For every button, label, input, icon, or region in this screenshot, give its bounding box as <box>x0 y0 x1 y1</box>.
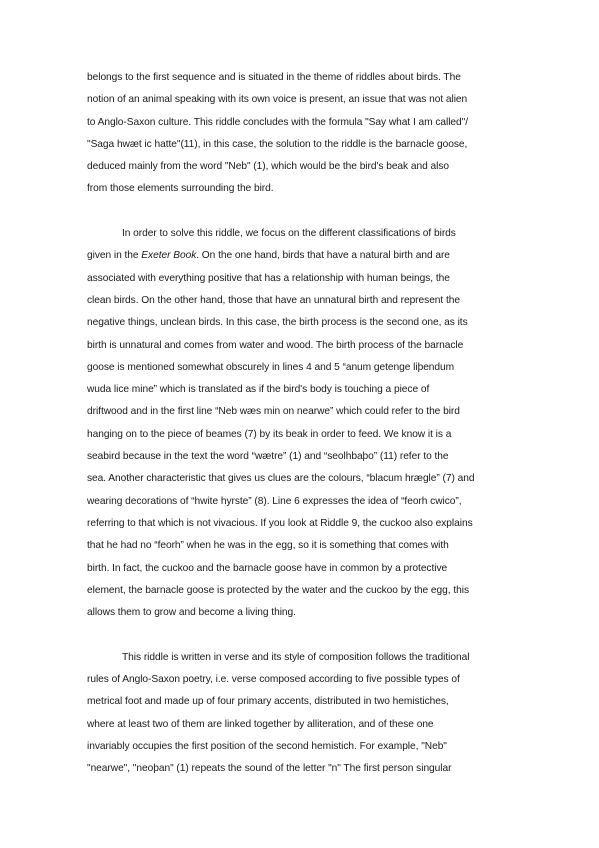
text-line: In order to solve this riddle, we focus on the different classifications of birds <box>122 228 456 240</box>
text-line: hanging on to the piece of beames (7) by its beak in order to feed. We know it is a <box>87 428 452 440</box>
text-line: that he had no “feorh” when he was in the egg, so it is something that comes with <box>87 540 449 552</box>
document-body <box>87 67 515 781</box>
text-line: wuda lice mine” which is translated as if the bird's body is touching a piece of <box>87 384 430 396</box>
text-line: invariably occupies the first position of the second hemistich. For example, "Neb" <box>87 740 447 752</box>
text-line: clean birds. On the other hand, those that have an unnatural birth and represent the <box>87 294 460 306</box>
text-line: seabird because in the text the word “wætre” (1) and “seolhbaþo” (11) refer to the <box>87 451 449 463</box>
text-line: given in the Exeter Book. On the one hand, birds that have a natural birth and are <box>87 250 450 262</box>
text-line: allows them to grow and become a living thing. <box>87 607 296 619</box>
italic-title: Exeter Book <box>141 250 197 262</box>
text-line: associated with everything positive that has a relationship with human beings, the <box>87 272 450 284</box>
text-line: element, the barnacle goose is protected by the water and the cuckoo by the egg, this <box>87 584 469 596</box>
paragraph <box>87 67 515 201</box>
text-line: deduced mainly from the word "Neb" (1), which would be the bird's beak and also <box>87 161 449 173</box>
text-line: metrical foot and made up of four primary accents, distributed in two hemistiches, <box>87 696 449 708</box>
text-line: driftwood and in the first line “Neb wæs min on nearwe” which could refer to the bird <box>87 406 460 418</box>
text-line: from those elements surrounding the bird. <box>87 183 274 195</box>
text-line: rules of Anglo-Saxon poetry, i.e. verse composed according to five possible types of <box>87 674 460 686</box>
text-line: This riddle is written in verse and its style of composition follows the traditional <box>122 651 470 663</box>
text-line: negative things, unclean birds. In this case, the birth process is the second one, as its <box>87 317 468 329</box>
text-line: wearing decorations of “hwite hyrste” (8). Line 6 expresses the idea of “feorh cwico”, <box>87 495 462 507</box>
paragraph <box>87 647 515 781</box>
paragraph <box>87 223 515 624</box>
text-line: goose is mentioned somewhat obscurely in lines 4 and 5 “anum getenge liþendum <box>87 361 455 373</box>
text-line: birth is unnatural and comes from water and wood. The birth process of the barnacle <box>87 339 464 351</box>
text-line: sea. Another characteristic that gives us clues are the colours, “blacum hrægle” (7) and <box>87 473 475 485</box>
text-line: "nearwe", "neoþan" (1) repeats the sound of the letter "n" The first person singular <box>87 763 452 775</box>
paragraph-spacer <box>87 201 515 223</box>
text-line: referring to that which is not vivacious. If you look at Riddle 9, the cuckoo also explains <box>87 517 473 529</box>
paragraph-spacer <box>87 624 515 646</box>
text-line: birth. In fact, the cuckoo and the barnacle goose have in common by a protective <box>87 562 448 574</box>
text-line: belongs to the first sequence and is situated in the theme of riddles about birds. The <box>87 72 461 83</box>
text-line: "Saga hwæt ic hatte"(11), in this case, the solution to the riddle is the barnacle goose, <box>87 138 468 150</box>
text-line: where at least two of them are linked together by alliteration, and of these one <box>87 718 434 730</box>
text-line: notion of an animal speaking with its own voice is present, an issue that was not alien <box>87 94 468 106</box>
text-line: to Anglo-Saxon culture. This riddle concludes with the formula "Say what I am called"/ <box>87 116 469 128</box>
